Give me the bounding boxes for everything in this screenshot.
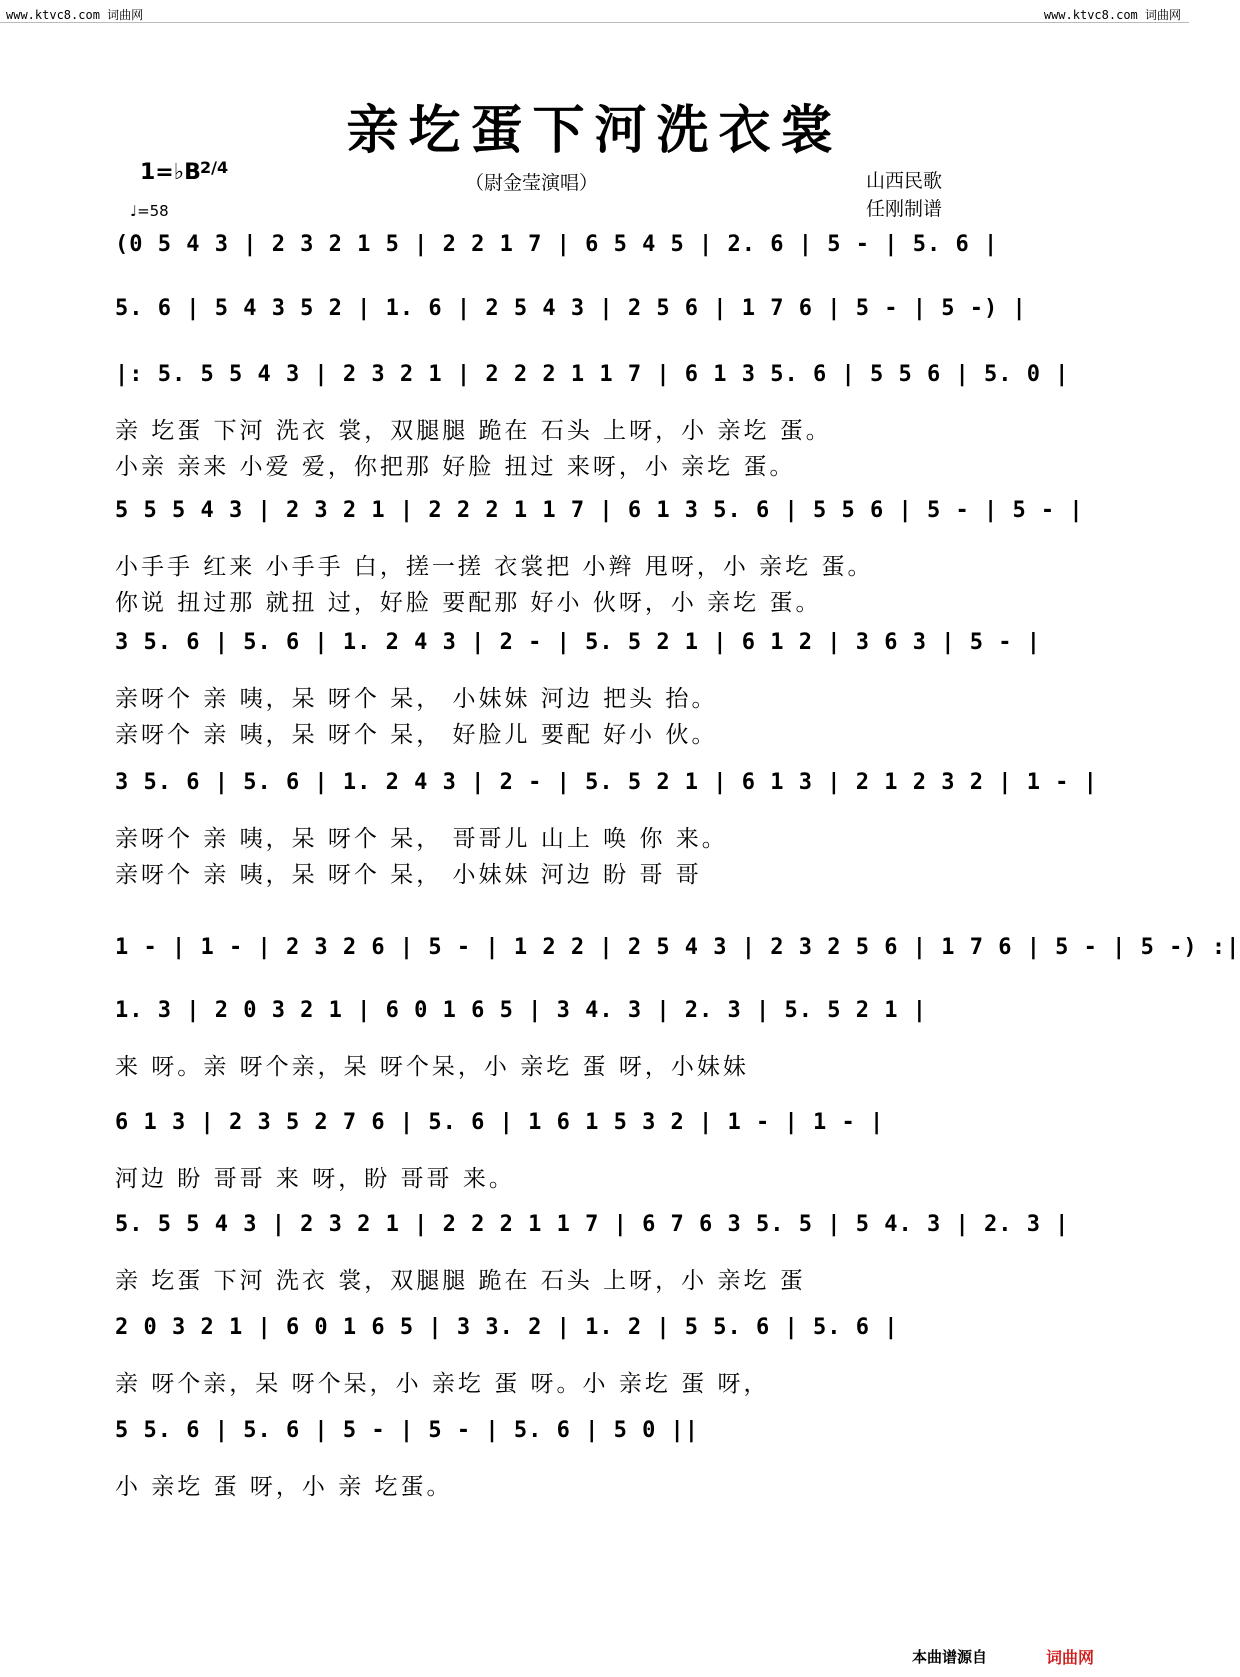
notation-line: 5 5 5 4 3 | 2 3 2 1 | 2 2 2 1 1 7 | 6 1 3 5. 6 | 5 5 6 | 5 - | 5 - | — [115, 498, 1084, 523]
notation-line: 2 0 3 2 1 | 6 0 1 6 5 | 3 3. 2 | 1. 2 | 5 5. 6 | 5. 6 | — [115, 1315, 899, 1340]
lyric-line: 小手手 红来 小手手 白，搓一搓 衣裳把 小辫 甩呀，小 亲圪 蛋。 — [115, 554, 874, 580]
notation-line: 3 5. 6 | 5. 6 | 1. 2 4 3 | 2 - | 5. 5 2 1 | 6 1 2 | 3 6 3 | 5 - | — [115, 630, 1041, 655]
site-url-left: www.ktvc8.com 词曲网 — [6, 8, 144, 22]
notation-line: 5. 6 | 5 4 3 5 2 | 1. 6 | 2 5 4 3 | 2 5 6 | 1 7 6 | 5 - | 5 -) | — [115, 296, 1027, 321]
key-signature: 1=♭B — [140, 160, 201, 185]
top-divider — [0, 22, 1189, 23]
lyric-line: 亲 圪蛋 下河 洗衣 裳，双腿腿 跪在 石头 上呀，小 亲圪 蛋 — [115, 1268, 806, 1294]
footer-logo: 词曲网 — [1046, 1648, 1095, 1667]
notation-line: 3 5. 6 | 5. 6 | 1. 2 4 3 | 2 - | 5. 5 2 1 | 6 1 3 | 2 1 2 3 2 | 1 - | — [115, 770, 1098, 795]
time-signature: 2/4 — [200, 158, 229, 177]
notation-line: 5. 5 5 4 3 | 2 3 2 1 | 2 2 2 1 1 7 | 6 7 6 3 5. 5 | 5 4. 3 | 2. 3 | — [115, 1212, 1070, 1237]
song-title: 亲圪蛋下河洗衣裳 — [346, 100, 843, 161]
notation-line: 1. 3 | 2 0 3 2 1 | 6 0 1 6 5 | 3 4. 3 | 2. 3 | 5. 5 2 1 | — [115, 998, 927, 1023]
lyric-line: 河边 盼 哥哥 来 呀，盼 哥哥 来。 — [115, 1166, 515, 1192]
lyric-line: 小 亲圪 蛋 呀，小 亲 圪蛋。 — [115, 1474, 453, 1500]
notation-line: |: 5. 5 5 4 3 | 2 3 2 1 | 2 2 2 1 1 7 | 6 1 3 5. 6 | 5 5 6 | 5. 0 | — [115, 362, 1070, 387]
lyric-line: 你说 扭过那 就扭 过，好脸 要配那 好小 伙呀，小 亲圪 蛋。 — [115, 590, 822, 616]
lyric-line: 亲呀个 亲 咦，呆 呀个 呆， 哥哥儿 山上 唤 你 来。 — [115, 826, 728, 852]
lyric-line: 亲呀个 亲 咦，呆 呀个 呆， 小妹妹 河边 把头 抬。 — [115, 686, 718, 712]
footer-source-label: 本曲谱源自 — [912, 1648, 988, 1666]
lyric-line: 亲呀个 亲 咦，呆 呀个 呆， 好脸儿 要配 好小 伙。 — [115, 722, 718, 748]
lyric-line: 亲 呀个亲，呆 呀个呆，小 亲圪 蛋 呀。小 亲圪 蛋 呀， — [115, 1371, 770, 1397]
tempo-marking: ♩=58 — [130, 202, 169, 220]
notation-line: 1 - | 1 - | 2 3 2 6 | 5 - | 1 2 2 | 2 5 4 3 | 2 3 2 5 6 | 1 7 6 | 5 - | 5 -) :| — [115, 935, 1240, 960]
song-origin: 山西民歌 — [866, 170, 943, 192]
site-url-right: www.ktvc8.com 词曲网 — [1043, 8, 1181, 22]
arranger-credit: 任刚制谱 — [866, 198, 943, 220]
lyric-line: 亲呀个 亲 咦，呆 呀个 呆， 小妹妹 河边 盼 哥 哥 — [115, 862, 702, 888]
lyric-line: 来 呀。亲 呀个亲，呆 呀个呆，小 亲圪 蛋 呀，小妹妹 — [115, 1054, 749, 1080]
lyric-line: 亲 圪蛋 下河 洗衣 裳，双腿腿 跪在 石头 上呀，小 亲圪 蛋。 — [115, 418, 832, 444]
lyric-line: 小亲 亲来 小爱 爱，你把那 好脸 扭过 来呀，小 亲圪 蛋。 — [115, 454, 796, 480]
notation-line: 5 5. 6 | 5. 6 | 5 - | 5 - | 5. 6 | 5 0 || — [115, 1418, 700, 1443]
performer-credit: （尉金莹演唱） — [465, 172, 599, 194]
notation-line: 6 1 3 | 2 3 5 2 7 6 | 5. 6 | 1 6 1 5 3 2 | 1 - | 1 - | — [115, 1110, 885, 1135]
notation-line: (0 5 4 3 | 2 3 2 1 5 | 2 2 1 7 | 6 5 4 5 | 2. 6 | 5 - | 5. 6 | — [115, 232, 999, 257]
